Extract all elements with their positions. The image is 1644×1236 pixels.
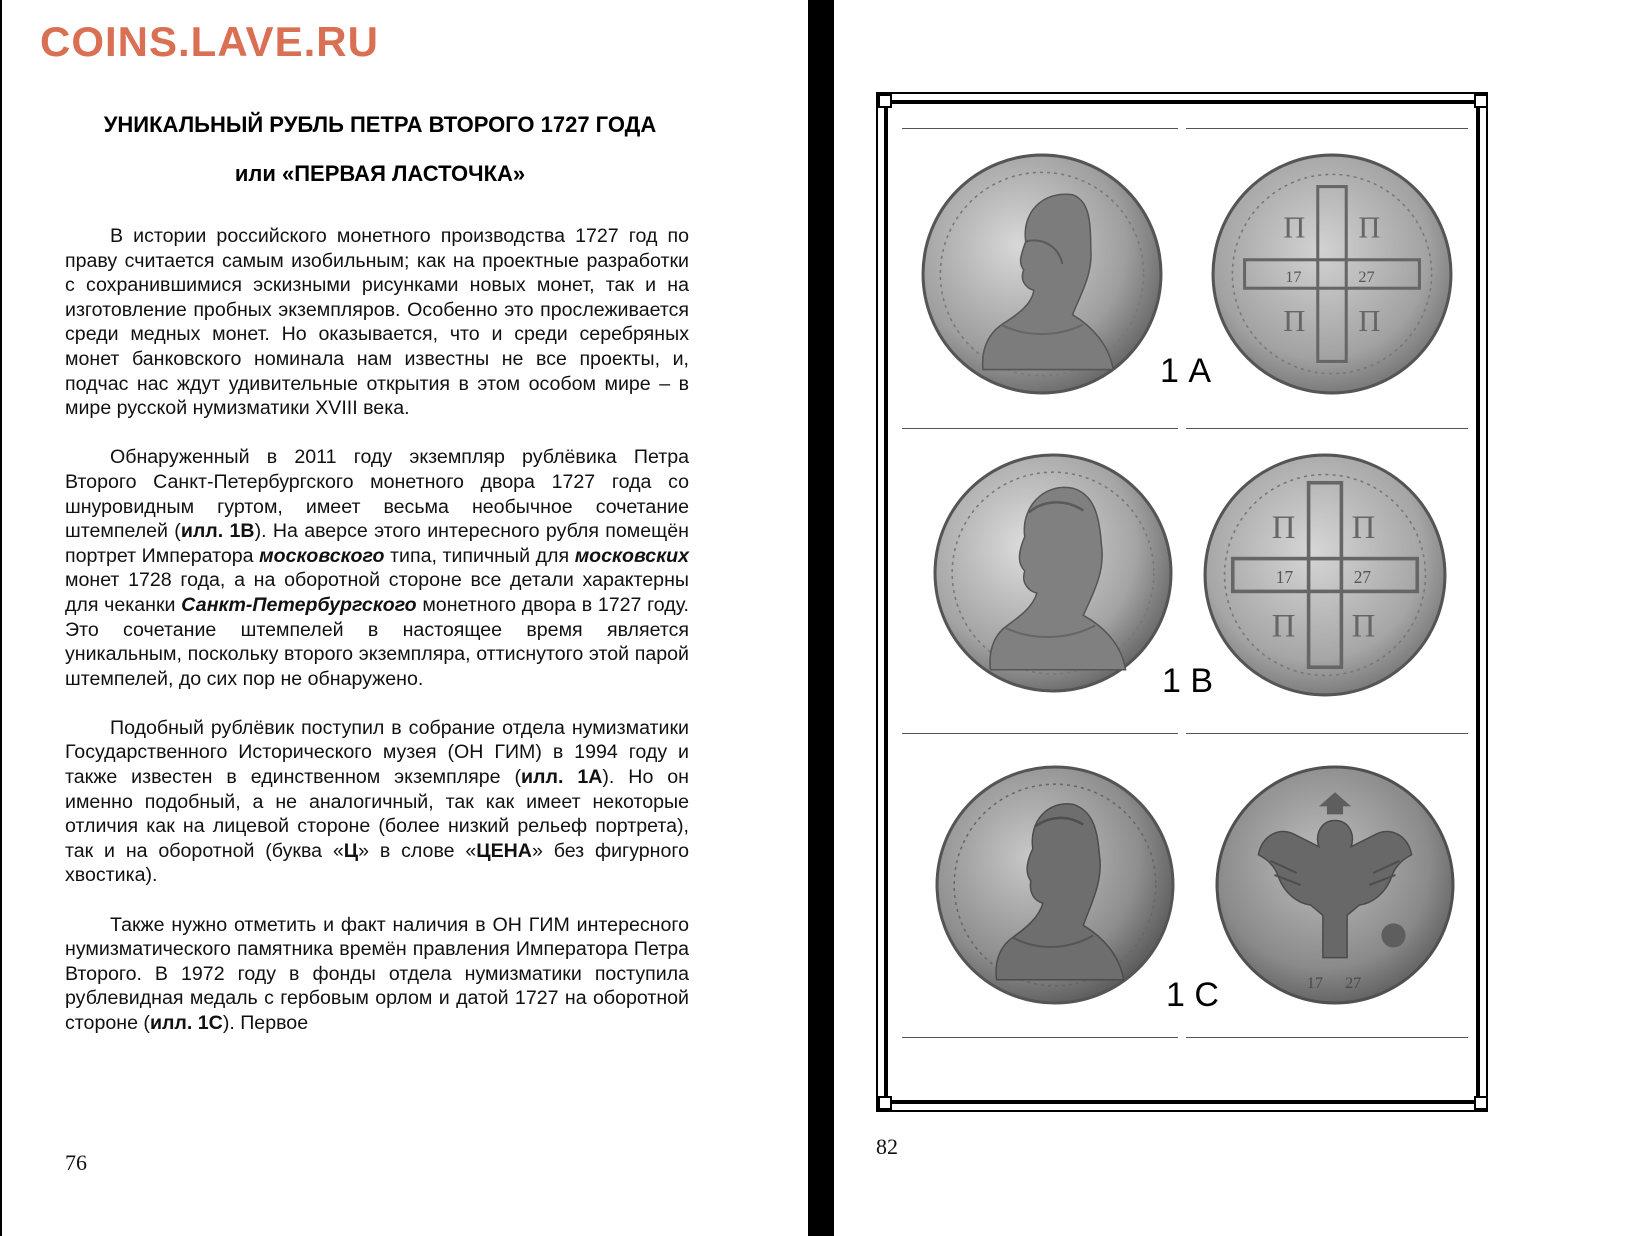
page-edge [0,0,2,1236]
text-run: ). На аверсе этого интересного рубля помещён портрет Императора [65,520,689,567]
svg-text:П: П [1271,510,1296,547]
text-run: монет 1728 года, а на оборотной стороне все детали характерны для чеканки [65,569,689,616]
emphasis-st-petersburg: Санкт-Петербургского [181,593,417,616]
svg-text:П: П [1283,303,1306,338]
text-run: монетного двора в 1727 году. Это сочетание штемпелей в настоящее время является уникальным, поскольку второго экземпляра, оттиснутого этой парой штемпелей, до сих пор не обнаружено. [65,593,689,690]
plate-separator [1186,733,1468,734]
book-gutter [808,0,834,1236]
plate-label-1b: 1 В [1162,662,1214,700]
plate-label-1c: 1 С [1166,976,1219,1014]
svg-text:17: 17 [1275,567,1294,588]
plate-separator [1186,428,1468,429]
site-watermark: COINS.LAVE.RU [40,18,379,65]
illustration-ref-1b: илл. 1В [180,520,255,543]
coin-1a-obverse [920,152,1164,396]
svg-text:П: П [1358,210,1381,245]
text-run: » без фигурного хвостика). [65,839,689,887]
portrait-coin-image [920,152,1164,396]
right-page [834,0,1644,1236]
cross-coin-image [1202,452,1448,698]
coin-1c-obverse [934,764,1176,1006]
coin-1c-reverse [1214,764,1456,1006]
coin-1b-reverse [1202,452,1448,698]
article-title: УНИКАЛЬНЫЙ РУБЛЬ ПЕТРА ВТОРОГО 1727 ГОДА [103,112,657,137]
text-run: типа, типичный для [384,544,575,567]
word-tsena: ЦЕНА [476,839,532,862]
text-run: Подобный рублёвик поступил в собрание отдела нумизматики Государственного Исторического музея (ОН ГИМ) в 1994 году и также известен в единственном экземпляре ( [65,716,689,789]
left-page [0,0,808,1236]
plate-label-1a: 1 А [1160,352,1212,390]
frame-corner-ornament [878,1096,892,1110]
paragraph-4 [65,913,689,1036]
paragraph-3 [65,716,689,888]
article-subtitle: или «ПЕРВАЯ ЛАСТОЧКА» [234,161,526,186]
svg-text:П: П [1351,608,1376,645]
cross-coin-image [1210,152,1454,396]
illustration-ref-1a: илл. 1А [521,766,603,789]
svg-text:27: 27 [1353,567,1372,588]
page-number-right: 82 [876,1134,898,1159]
plate-separator [902,733,1178,734]
frame-corner-ornament [1474,1096,1488,1110]
emphasis-moscow: московского [259,544,385,567]
page-number-left: 76 [65,1150,87,1175]
article-body [65,224,689,1036]
plate-separator [1186,128,1468,129]
paragraph-2 [65,445,689,691]
letter-tse: Ц [343,839,359,862]
coin-1a-reverse [1210,152,1454,396]
portrait-coin-image [932,452,1174,694]
frame-corner-ornament [878,94,892,108]
portrait-coin-image [934,764,1176,1006]
coin-1b-obverse [932,452,1174,694]
text-run: ). Первое [222,1012,309,1034]
svg-text:П: П [1271,608,1296,645]
svg-text:П: П [1283,210,1306,245]
text-run: ). Но он именно подобный, а не аналогичный, так как имеет некоторые отличия как на лицевой стороне (более низкий рельеф портрета), так и на оборотной (буква « [65,766,689,862]
plate-separator [902,1037,1178,1038]
svg-text:27: 27 [1345,974,1362,992]
svg-text:27: 27 [1358,268,1375,287]
svg-text:17: 17 [1285,268,1302,287]
text-run: » в слове « [358,839,477,862]
plate-separator [902,428,1178,429]
illustration-ref-1c: илл. 1С [149,1012,223,1034]
svg-text:П: П [1358,303,1381,338]
emphasis-moscow-plural: московских [574,544,689,567]
plate-separator [1186,1037,1468,1038]
text-run: Обнаруженный в 2011 году экземпляр рублёвика Петра Второго Санкт-Петербургского монетного двора 1727 года со шнуровидным гуртом, имеет весьма необычное сочетание штемпелей ( [65,446,689,543]
svg-text:П: П [1351,510,1376,547]
plate-separator [902,128,1178,129]
paragraph-1: В истории российского монетного производства 1727 год по праву считается самым изобильным; как на проектные разработки с сохранившимися эскизными рисунками новых монет, так и на изготовление пробных экземпляров. Особенно это прослеживается среди медных монет. Но оказывается, что и среди серебряных монет банковского номинала нам известны не все проекты, и, подчас нас ждут удивительные открытия в этом особом мире – в мире русской нумизматики XVIII века. [65,225,689,420]
frame-corner-ornament [1474,94,1488,108]
eagle-coin-image [1214,764,1456,1006]
text-run: Также нужно отметить и факт наличия в ОН ГИМ интересного нумизматического памятника времён правления Императора Петра Второго. В 1972 году в фонды отдела нумизматики поступила рублевидная медаль с гербовым орлом и датой 1727 на оборотной стороне ( [65,913,689,1034]
svg-text:17: 17 [1306,974,1323,992]
